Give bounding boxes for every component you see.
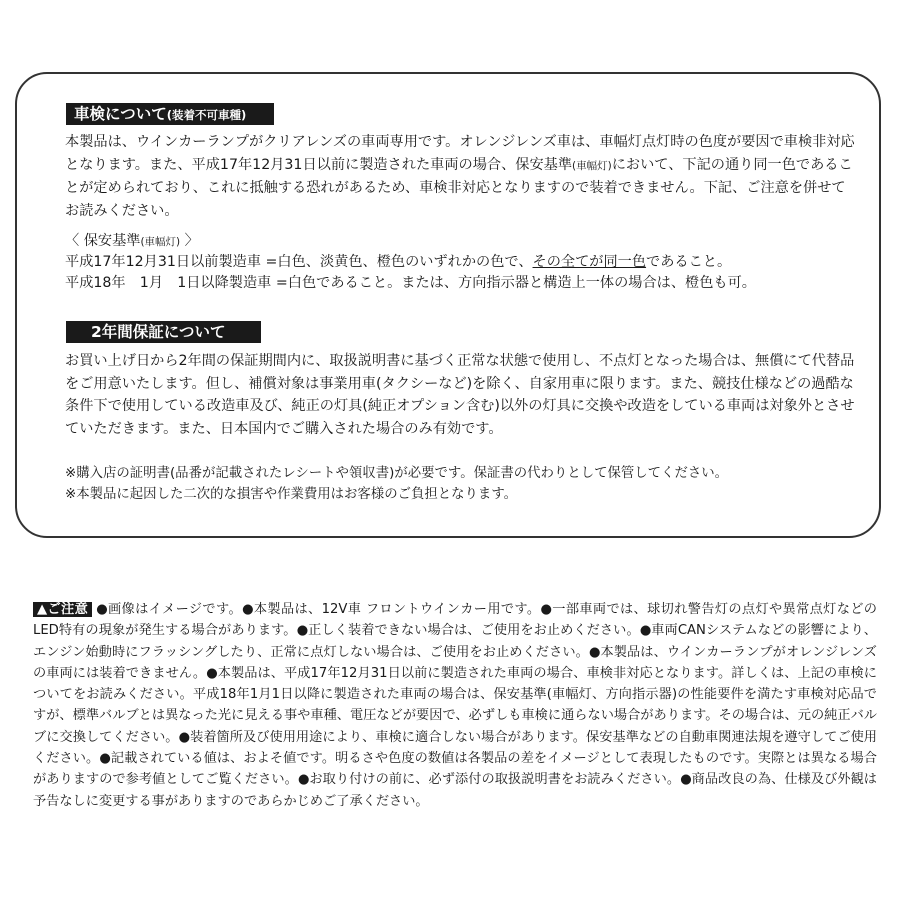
standard-title-close: 〉 (180, 233, 199, 249)
inspection-heading-sub: (装着不可車種) (166, 108, 247, 122)
standard-line1-pre: 平成17年12月31日以前製造車 =白色、淡黄色、橙色のいずれかの色で、 (65, 254, 533, 270)
inspection-heading (66, 103, 274, 125)
inspection-text-small: (車幅灯) (572, 159, 612, 172)
standard-title-small: (車幅灯) (140, 236, 181, 248)
inspection-paragraph (65, 131, 855, 222)
standard-title-open: 〈 保安基準 (65, 233, 141, 249)
caution-section (33, 599, 877, 812)
inspection-text-1: 本製品は、ウインカーランプがクリアレンズの車両専用です。オレンジレンズ車は、車幅灯点灯時の色度が要因で車検非対応となります。また、平成17年12月31日以前に製造された車両の場合、保安基準 (65, 134, 855, 173)
inspection-text-2: において、下記の通り同一色であることが定められており、これに抵触する恐れがあるため、車検非対応となりますので装着できません。下記、ご注意を併せてお読みください。 (65, 156, 853, 219)
standard-title (65, 231, 199, 253)
warranty-heading: 2年間保証について (66, 321, 261, 343)
info-box (15, 72, 881, 538)
inspection-heading-label: 車検について (74, 105, 167, 123)
warranty-paragraph: お買い上げ日から2年間の保証期間内に、取扱説明書に基づく正常な状態で使用し、不点灯となった場合は、無償にて代替品をご用意いたします。但し、補償対象は事業用車(タクシーなど)を除く、自家用車に限ります。また、競技仕様などの過酷な条件下で使用している改造車及び、純正の灯具(純正オプション含む)以外の灯具に交換や改造をしている車両は対象外とさせていただきます。また、日本国内でご購入された場合のみ有効です。 (65, 353, 855, 437)
standard-line1-post: であること。 (646, 254, 732, 270)
caution-badge: ▲ご注意 (33, 602, 92, 617)
standard-line1-underlined: その全てが同一色 (532, 254, 647, 270)
standard-line-2: 平成18年 1月 1日以降製造車 =白色であること。または、方向指示器と構造上一体の場合は、橙色も可。 (65, 275, 756, 291)
caution-text: ●画像はイメージです。●本製品は、12V車 フロントウインカー用です。●一部車両では、球切れ警告灯の点灯や異常点灯などのLED特有の現象が発生する場合があります。●正しく装着できない場合は、ご使用をお止めください。●車両CANシステムなどの影響により、エンジン始動時にフラッシングしたり、正常に点灯しない場合は、ご使用をお止めください。●本製品は、ウインカーランプがオレンジレンズの車両には装着できません。●本製品は、平成17年12月31日以前に製造された車両の場合、車検非対応となります。詳しくは、上記の車検についてをお読みください。平成18年1月1日以降に製造された車両の場合は、保安基準(車幅灯、方向指示器)の性能要件を満たす車検対応品ですが、標準バルブとは異なった光に見える事や車種、電圧などが要因で、必ずしも車検に通らない場合があります。その場合は、元の純正バルブに交換してください。●装着箇所及び使用用途により、車検に適合しない場合があります。保安基準などの自動車関連法規を遵守してご使用ください。●記載されている値は、およそ値です。明るさや色度の数値は各製品の差をイメージとして表現したものです。実際とは異なる場合がありますので参考値としてご覧ください。●お取り付けの前に、必ず添付の取扱説明書をお読みください。●商品改良の為、仕様及び外観は予告なしに変更する事がありますのであらかじめご了承ください。 (33, 602, 877, 809)
warranty-note-1: ※購入店の証明書(品番が記載されたレシートや領収書)が必要です。保証書の代わりとして保管してください。 (65, 466, 729, 481)
warranty-note-2: ※本製品に起因した二次的な損害や作業費用はお客様のご負担となります。 (65, 487, 518, 502)
standard-line-1 (65, 252, 731, 273)
